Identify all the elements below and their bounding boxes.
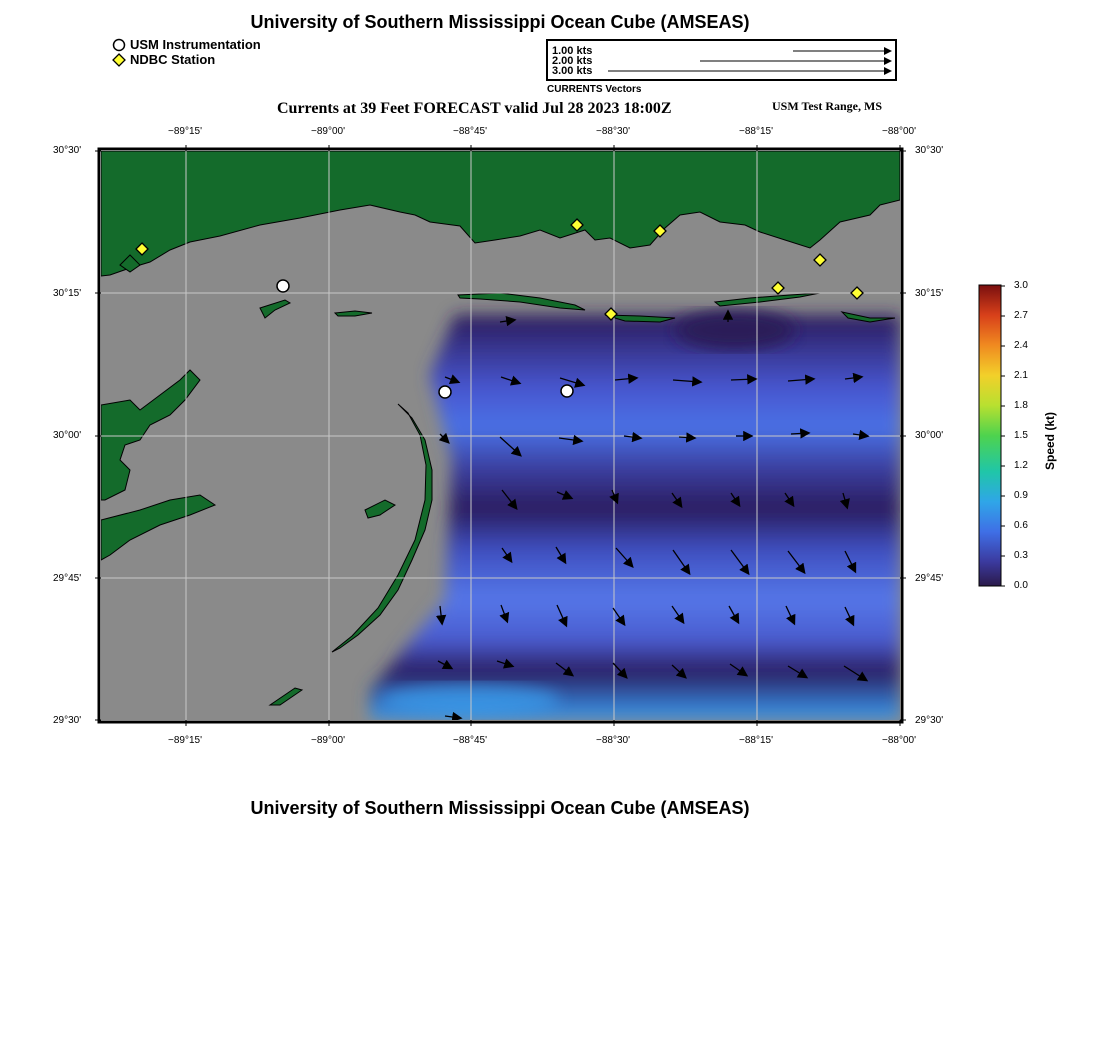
footer-title: University of Southern Mississippi Ocean Cube (AMSEAS) [250, 798, 750, 818]
lat-tick-label: 29°30' [53, 715, 82, 726]
ocean-speed-field [370, 315, 900, 720]
colorbar-tick: 3.0 [1014, 280, 1028, 291]
colorbar-label: Speed (kt) [1043, 411, 1057, 470]
lon-tick-label: −89°00' [311, 735, 345, 746]
lat-tick-label: 29°45' [915, 573, 944, 584]
legend-usm [112, 37, 261, 52]
lon-tick-label: −88°30' [596, 735, 630, 746]
lat-tick-label: 29°45' [53, 573, 82, 584]
lon-tick-label: −89°00' [311, 126, 345, 137]
vector-scale-box [546, 39, 897, 81]
current-map [92, 142, 910, 730]
lon-tick-label: −88°15' [739, 126, 773, 137]
lat-tick-label: 30°15' [915, 288, 944, 299]
scale-arrows [548, 41, 895, 79]
legend-usm-label: USM Instrumentation [130, 37, 261, 52]
lat-tick-label: 30°30' [915, 145, 944, 156]
slow-current-patch [675, 310, 795, 350]
scale-label-2: 2.00 kts [552, 55, 593, 67]
lon-tick-label: −88°45' [453, 735, 487, 746]
yellow-diamond-icon [112, 53, 126, 67]
region-label: USM Test Range, MS [772, 99, 883, 113]
legend-ndbc [112, 52, 215, 67]
lat-tick-label: 30°00' [915, 430, 944, 441]
usm-instrument-marker [561, 385, 573, 397]
colorbar-tick: 1.2 [1014, 460, 1028, 471]
lon-tick-label: −88°15' [739, 735, 773, 746]
lat-tick-label: 30°00' [53, 430, 82, 441]
map-subtitle: Currents at 39 Feet FORECAST valid Jul 28 2023 18:00Z [277, 100, 672, 117]
scale-label-3: 3.00 kts [552, 65, 593, 77]
colorbar-tick: 0.3 [1014, 550, 1028, 561]
colorbar-tick: 0.0 [1014, 580, 1028, 591]
scale-label-1: 1.00 kts [552, 45, 593, 57]
usm-instrument-marker [439, 386, 451, 398]
colorbar-tick: 1.5 [1014, 430, 1028, 441]
colorbar-tick: 2.4 [1014, 340, 1028, 351]
lat-tick-label: 30°30' [53, 145, 82, 156]
lat-tick-label: 30°15' [53, 288, 82, 299]
colorbar-tick: 2.7 [1014, 310, 1028, 321]
colorbar-tick: 0.9 [1014, 490, 1028, 501]
vectors-caption: CURRENTS Vectors [547, 84, 642, 95]
lon-tick-label: −89°15' [168, 735, 202, 746]
lon-tick-label: −88°45' [453, 126, 487, 137]
lat-tick-label: 29°30' [915, 715, 944, 726]
colorbar-tick: 0.6 [1014, 520, 1028, 531]
fast-current-patch [380, 684, 560, 716]
lon-tick-label: −88°00' [882, 735, 916, 746]
speed-colorbar [976, 283, 1006, 589]
white-circle-icon [112, 38, 126, 52]
colorbar-tick: 2.1 [1014, 370, 1028, 381]
usm-instrument-marker [277, 280, 289, 292]
lon-tick-label: −88°00' [882, 126, 916, 137]
lon-tick-label: −89°15' [168, 126, 202, 137]
lon-tick-label: −88°30' [596, 126, 630, 137]
colorbar-gradient [979, 285, 1001, 586]
legend-ndbc-label: NDBC Station [130, 52, 216, 67]
colorbar-tick: 1.8 [1014, 400, 1028, 411]
page-title: University of Southern Mississippi Ocean Cube (AMSEAS) [250, 12, 750, 32]
